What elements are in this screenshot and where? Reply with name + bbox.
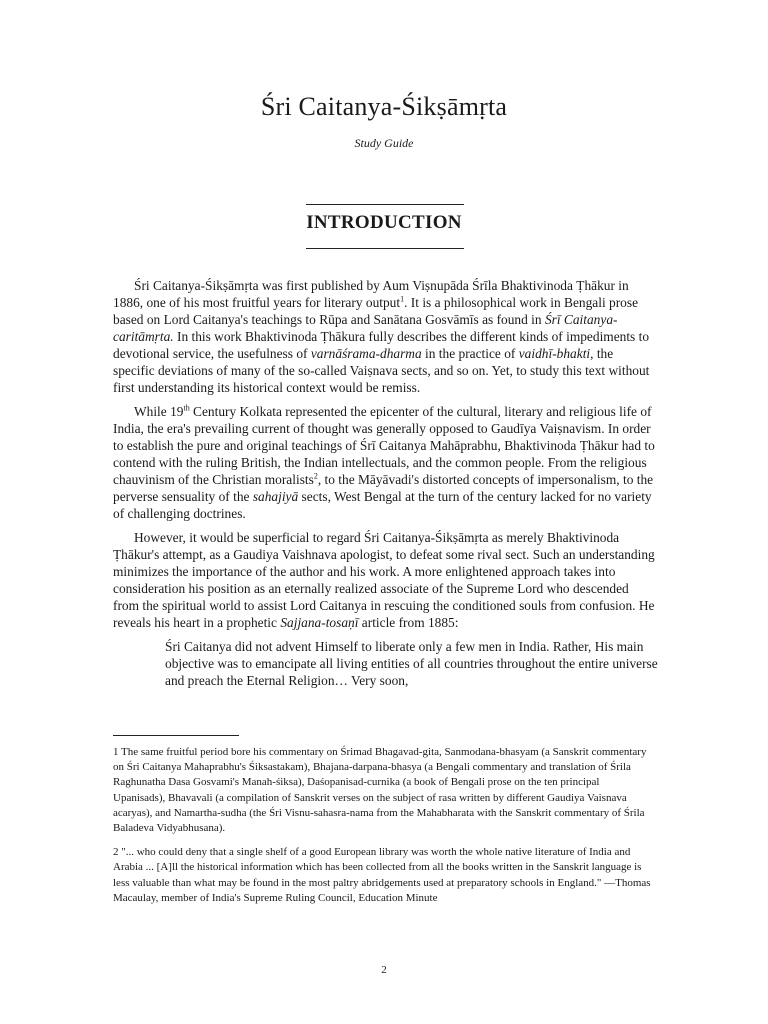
footnote-ref-2[interactable]: 2 bbox=[313, 471, 318, 481]
paragraph-1: Śri Caitanya-Śikṣāmṛta was first published by Aum Viṣnupāda Śrīla Bhaktivinoda Ṭhākur in 1886, one of his most fruitful years for literary output$^1$. It is a philosophical work in Bengali prose based on Lord Caitanya's teachings to Rūpa and Sanātana Gosvāmīs as found in Śrī Caitanya-caritāmṛta. In this work Bhaktivinoda Ṭhākura fully describes the different kinds of impediments to devotional service, the usefulness of varnāśrama-dharma in the practice of vaidhī-bhakti, the specific deviations of many of the so-called Vaiṣnava sects, and so on. Yet, to study this text without first understanding its historical context would be remiss. bbox=[113, 278, 650, 395]
footnote-ref-1[interactable]: 1 bbox=[400, 294, 405, 304]
paragraph-3: However, it would be superficial to regard Śri Caitanya-Śikṣāmṛta as merely Bhaktivinoda Ṭhākur's attempt, as a Gaudiya Vaishnava apologist, to defeat some rival sect. Such an understanding minimizes the importance of the author and his work. A more enlightened approach takes into consideration his position as an eternally realized associate of the Supreme Lord who descended from the spiritual world to assist Lord Caitanya in rescuing the conditioned souls from confusion. He reveals his heart in a prophetic Sajjana-tosaṇī article from 1885: bbox=[113, 530, 655, 630]
page-subtitle: Study Guide bbox=[354, 136, 414, 150]
page-title: Śri Caitanya-Śikṣāmṛta bbox=[260, 92, 508, 121]
footnote-1: 1 The same fruitful period bore his commentary on Śrimad Bhagavad-gita, Sanmodana-bhasyam (a Sanskrit commentary on Śri Caitanya Mahaprabhu's Śiksastakam), Bhajana-darpana-bhasya (a Bengali commentary and translation of Śrila Raghunatha Dasa Gosvami's Manah-śiksa), Daśopanisad-curnika (a book of Bengali prose on the ten principal Upanisads), Bhavavali (a compilation of Sanskrit verses on the subject of rasa written by different Gaudiya Vaisnava acaryas), and Namartha-sudha (the Śri Visnu-sahasra-nama from the Mahabharata with the Sanskrit commentary of Śrila Baladeva Vidyabhusana). bbox=[113, 746, 647, 835]
block-quote: Śri Caitanya did not advent Himself to liberate only a few men in India. Rather, His main objective was to emancipate all living entities of all countries throughout the entire universe and preach the Eternal Religion… Very soon, bbox=[165, 639, 658, 688]
body-text bbox=[113, 277, 658, 689]
footnotes bbox=[113, 745, 653, 915]
paragraph-2: While 19th Century Kolkata represented the epicenter of the cultural, literary and religious life of India, the era's prevailing current of thought was generally opposed to Gaudīya Vaiṣnavism. In order to establish the pure and original teachings of Śrī Caitanya Mahāprabhu, Bhaktivinoda Ṭhākur had to contend with the ruling British, the Indian intellectuals, and the common people. From the religious chauvinism of the Christian moralists$^2$, to the Māyāvadi's distorted concepts of impersonalism, to the perverse sensuality of the sahajiyā sects, West Bengal at the turn of the century lacked for no variety of challenging doctrines. bbox=[113, 403, 655, 521]
section-heading: INTRODUCTION bbox=[306, 212, 462, 233]
heading-rule-bottom bbox=[306, 248, 464, 249]
footnote-2: 2 "... who could deny that a single shelf of a good European library was worth the whole native literature of India and Arabia ... [A]ll the historical information which has been collected from all the books written in the Sanskrit language is less valuable than what may be found in the most paltry abridgements used at preparatory schools in England." —Thomas Macaulay, member of India's Supreme Ruling Council, Education Minute bbox=[113, 846, 651, 904]
page-number: 2 bbox=[381, 964, 387, 976]
footnote-divider bbox=[113, 735, 239, 736]
heading-rule-top bbox=[306, 204, 464, 205]
